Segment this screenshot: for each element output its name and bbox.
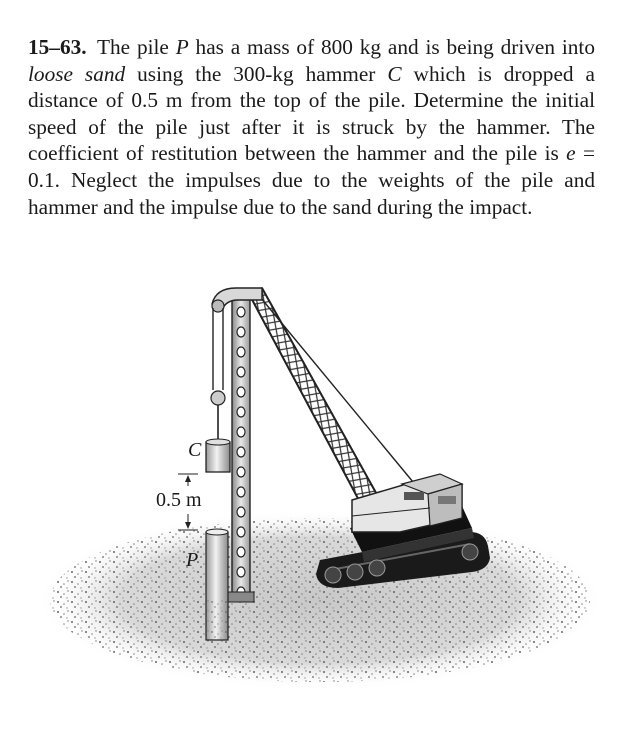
problem-text-run: has a mass of 800 kg and is being driven into <box>188 35 595 59</box>
problem-text-run: = 0.1. Neglect the impulses due to the weights of the pile and hammer and the impulse due to the sand during the impact. <box>28 141 595 219</box>
problem-text-run: The pile <box>97 35 176 59</box>
problem-statement <box>28 34 595 220</box>
problem-text-italic-run: C <box>387 61 402 86</box>
hoist-cables <box>211 308 225 442</box>
pile-label: P <box>186 549 199 571</box>
crane-boom <box>248 288 418 506</box>
hammer-label: C <box>188 439 202 461</box>
drop-distance-label: 0.5 m <box>156 489 202 511</box>
sand-ground <box>35 510 605 690</box>
problem-text-italic-run: e <box>566 141 576 166</box>
hammer-c <box>188 439 230 472</box>
problem-text-run: using the 300-kg hammer <box>125 61 388 86</box>
pile-driver-figure <box>0 270 625 740</box>
problem-text-run: which is dropped a distance of 0.5 m from the top of the pile. Determine the initial speed of the pile just after it is struck by the hammer. The coefficient of restitution between the hammer and the pile is <box>28 61 595 166</box>
problem-body <box>28 35 595 219</box>
problem-text-italic-run: P <box>175 35 189 59</box>
problem-number: 15–63. <box>28 35 87 59</box>
problem-text-italic-run: loose sand <box>28 61 126 86</box>
pile-driver-illustration <box>0 270 625 740</box>
